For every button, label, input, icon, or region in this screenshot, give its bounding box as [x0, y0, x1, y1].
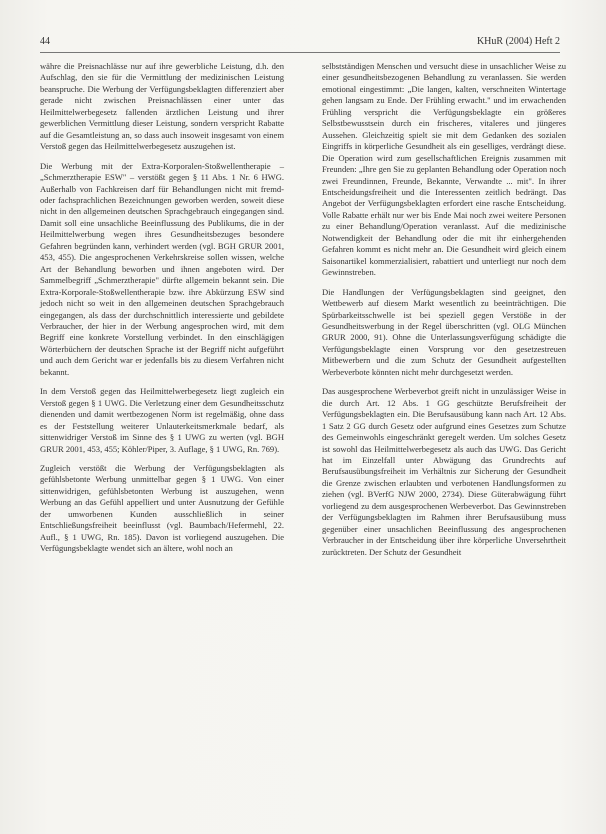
paragraph: In dem Verstoß gegen das Heilmittelwerbegesetz liegt zugleich ein Verstoß gegen § 1 UWG. Die Verletzung einer dem Gesundheitsschutz dienenden und damit wertbezogenen Norm ist regelmäßig, ohne dass es der Feststellung weiterer Unlauterkeitsmerkmale bedarf, als sittenwidriger Verstoß im Sinne des § 1 UWG zu werten (vgl. BGH GRUR 2001, 453, 455; Köhler/Piper, 3. Auflage, § 1 UWG, Rn. 769). [40, 386, 284, 454]
left-column [40, 61, 284, 563]
paragraph: währe die Preisnachlässe nur auf ihre gewerbliche Leistung, d.h. den Aufschlag, den sie für die Vermittlung der medizinischen Leistung beanspruche. Die Werbung der Verfügungsbeklagten differenziert aber gerade nicht zwischen Preisnachlässen einer unter das Heilmittelwerbegesetz fallenden ärztlichen Leistung und ihrer gewerblichen Vermittlung dieser Leistung, sondern verspricht Rabatte auf die Gesamtleistung an, so dass auch insoweit insgesamt von einem Verstoß gegen das Heilmittelwerbegesetz auszugehen ist. [40, 61, 284, 152]
running-header [40, 36, 560, 52]
header-rule [40, 52, 560, 53]
right-column [322, 61, 566, 566]
paragraph: Das ausgesprochene Werbeverbot greift nicht in unzulässiger Weise in die durch Art. 12 Abs. 1 GG geschützte Berufsfreiheit der Verfügungsbeklagten ein. Die Berufsausübung kann nach Art. 12 Abs. 1 Satz 2 GG durch Gesetz oder aufgrund eines Gesetzes zum Schutze des Gemeinwohls eingeschränkt geregelt werden. Um solches Gesetz ist sowohl das Heilmittelwerbegesetz als auch das UWG. Das Gericht hat im Einzelfall unter Abwägung das Grundrechts auf Berufsausübungsfreiheit im Verhältnis zur Sicherung der Gesundheit die Grenze zwischen erlaubten und verbotenen Handlungsformen zu ziehen (vgl. BVerfG NJW 2000, 2734). Diese Güterabwägung führt vorliegend zu dem ausgesprochenen Werbeverbot. Das Gewinnstreben der Verfügungsbeklagten im Rahmen ihrer Berufsausübung muss gegenüber einer unsachlichen Beeinflussung des angesprochenen Verbraucher in der Entscheidung über ihre körperliche Unversehrtheit zurücktreten. Der Schutz der Gesundheit [322, 386, 566, 557]
paragraph: Die Werbung mit der Extra-Korporalen-Stoßwellentherapie – „Schmerztherapie ESW" – verstößt gegen § 11 Abs. 1 Nr. 6 HWG. Außerhalb von Fachkreisen darf für Behandlungen nicht mit fremd- oder fachsprachlichen Bezeichnungen geworben werden, soweit diese nicht in den allgemeinen deutschen Sprachgebrauch eingegangen sind. Damit soll eine unsachliche Beeinflussung des Publikums, die in der Heilmittelwerbung wegen ihres Gesundheitsbezuges besondere Gefahren begründen kann, verhindert werden (vgl. BGH GRUR 2001, 453, 455). Die angesprochenen Verkehrskreise sollen wissen, welche Art der Behandlung beworben und ihnen angeboten wird. Der Sammelbegriff „Schmerztherapie" dürfte allgemein bekannt sein. Die Extra-Korporale-Stoßwellentherapie bzw. ihre Abkürzung ESW sind jedoch nicht so weit in den allgemeinen deutschen Sprachgebrauch eingegangen, als dass der durchschnittlich interessierte und gebildete Verbraucher, der hier in der Werbung angesprochen wird, mit dem Begriff eine konkrete Vorstellung verbindet. In den einschlägigen Wörterbüchern der deutschen Sprache ist der Begriff nicht aufgeführt und auch dem Gericht war er jedenfalls bis zu diesem Verfahren nicht bekannt. [40, 160, 284, 377]
paragraph: Die Handlungen der Verfügungsbeklagten sind geeignet, den Wettbewerb auf diesem Markt wesentlich zu beeinträchtigen. Die Spürbarkeitsschwelle ist bei speziell gegen Verstöße in der Gesundheitswerbung in der Regel überschritten (vgl. OLG München GRUR 2000, 91). Ohne die Unterlassungsverfügung schädigte die Verfügungsbeklagte einen Vorsprung vor den gesetzestreuen Mitbewerbern und die zum Schutz der Gesundheit aufgestellten Werbeverbote könnten nicht mehr durchgesetzt werden. [322, 286, 566, 377]
page-number: 44 [40, 36, 50, 47]
journal-reference: KHuR (2004) Heft 2 [476, 36, 560, 47]
paragraph: selbstständigen Menschen und versucht diese in unsachlicher Weise zu einer gesundheitsbezogenen Behandlung zu veranlassen. Sie werden emotional eingestimmt: „Die langen, kalten, verschneiten Wintertage gehen langsam zu Ende. Der Frühling erwacht." und im erwachenden Frühling verspricht die Verfügungsbeklagte ein größeres Selbstbewusstsein durch ein frischeres, vitaleres und jüngeres Aussehen. Gleichzeitig spielt sie mit dem Gedanken des sozialen Eingriffs in körperliche Gesundheit als ein geselliges, verdrängt diese. Die Operation wird zum gesellschaftlichen Ereignis zusammen mit Freunden: „Ihre gen Sie zu geplanten Behandlung oder Operation noch zwei Freundinnen, Freunde, Bekannte, Verwandte ... mit". In ihrer Entscheidungsfreiheit und die Interessenten zeitlich bedrängt. Das Angebot der Verfügungsbeklagten erfordert eine rasche Entscheidung. Volle Rabatte erhält nur wer bis Ende Mai noch zwei weitere Personen zu einer Behandlung/Operation veranlasst. Auf die medizinische Notwendigkeit der Behandlung oder die mit ihr einhergehenden Gefahren kommt es nicht mehr an. Die Gesundheit wird gleich einem Saisonartikel kommerzialisiert, rabattiert und unterliegt nur noch dem Gewinnstreben. [322, 61, 566, 278]
paragraph: Zugleich verstößt die Werbung der Verfügungsbeklagten als gefühlsbetonte Werbung unmittelbar gegen § 1 UWG. Von einer sittenwidrigen, gefühlsbetonten Werbung ist auszugehen, wenn Werbung an das Gefühl appelliert und unter Ausnutzung der Gefühle der umworbenen Kunden ausschließlich in seiner Entschließungsfreiheit beeinflusst (vgl. Baumbach/Hefermehl, 22. Aufl., § 1 UWG, Rn. 185). Davon ist vorliegend auszugehen. Die Verfügungsbeklagte wendet sich an ältere, wohl noch an [40, 462, 284, 554]
